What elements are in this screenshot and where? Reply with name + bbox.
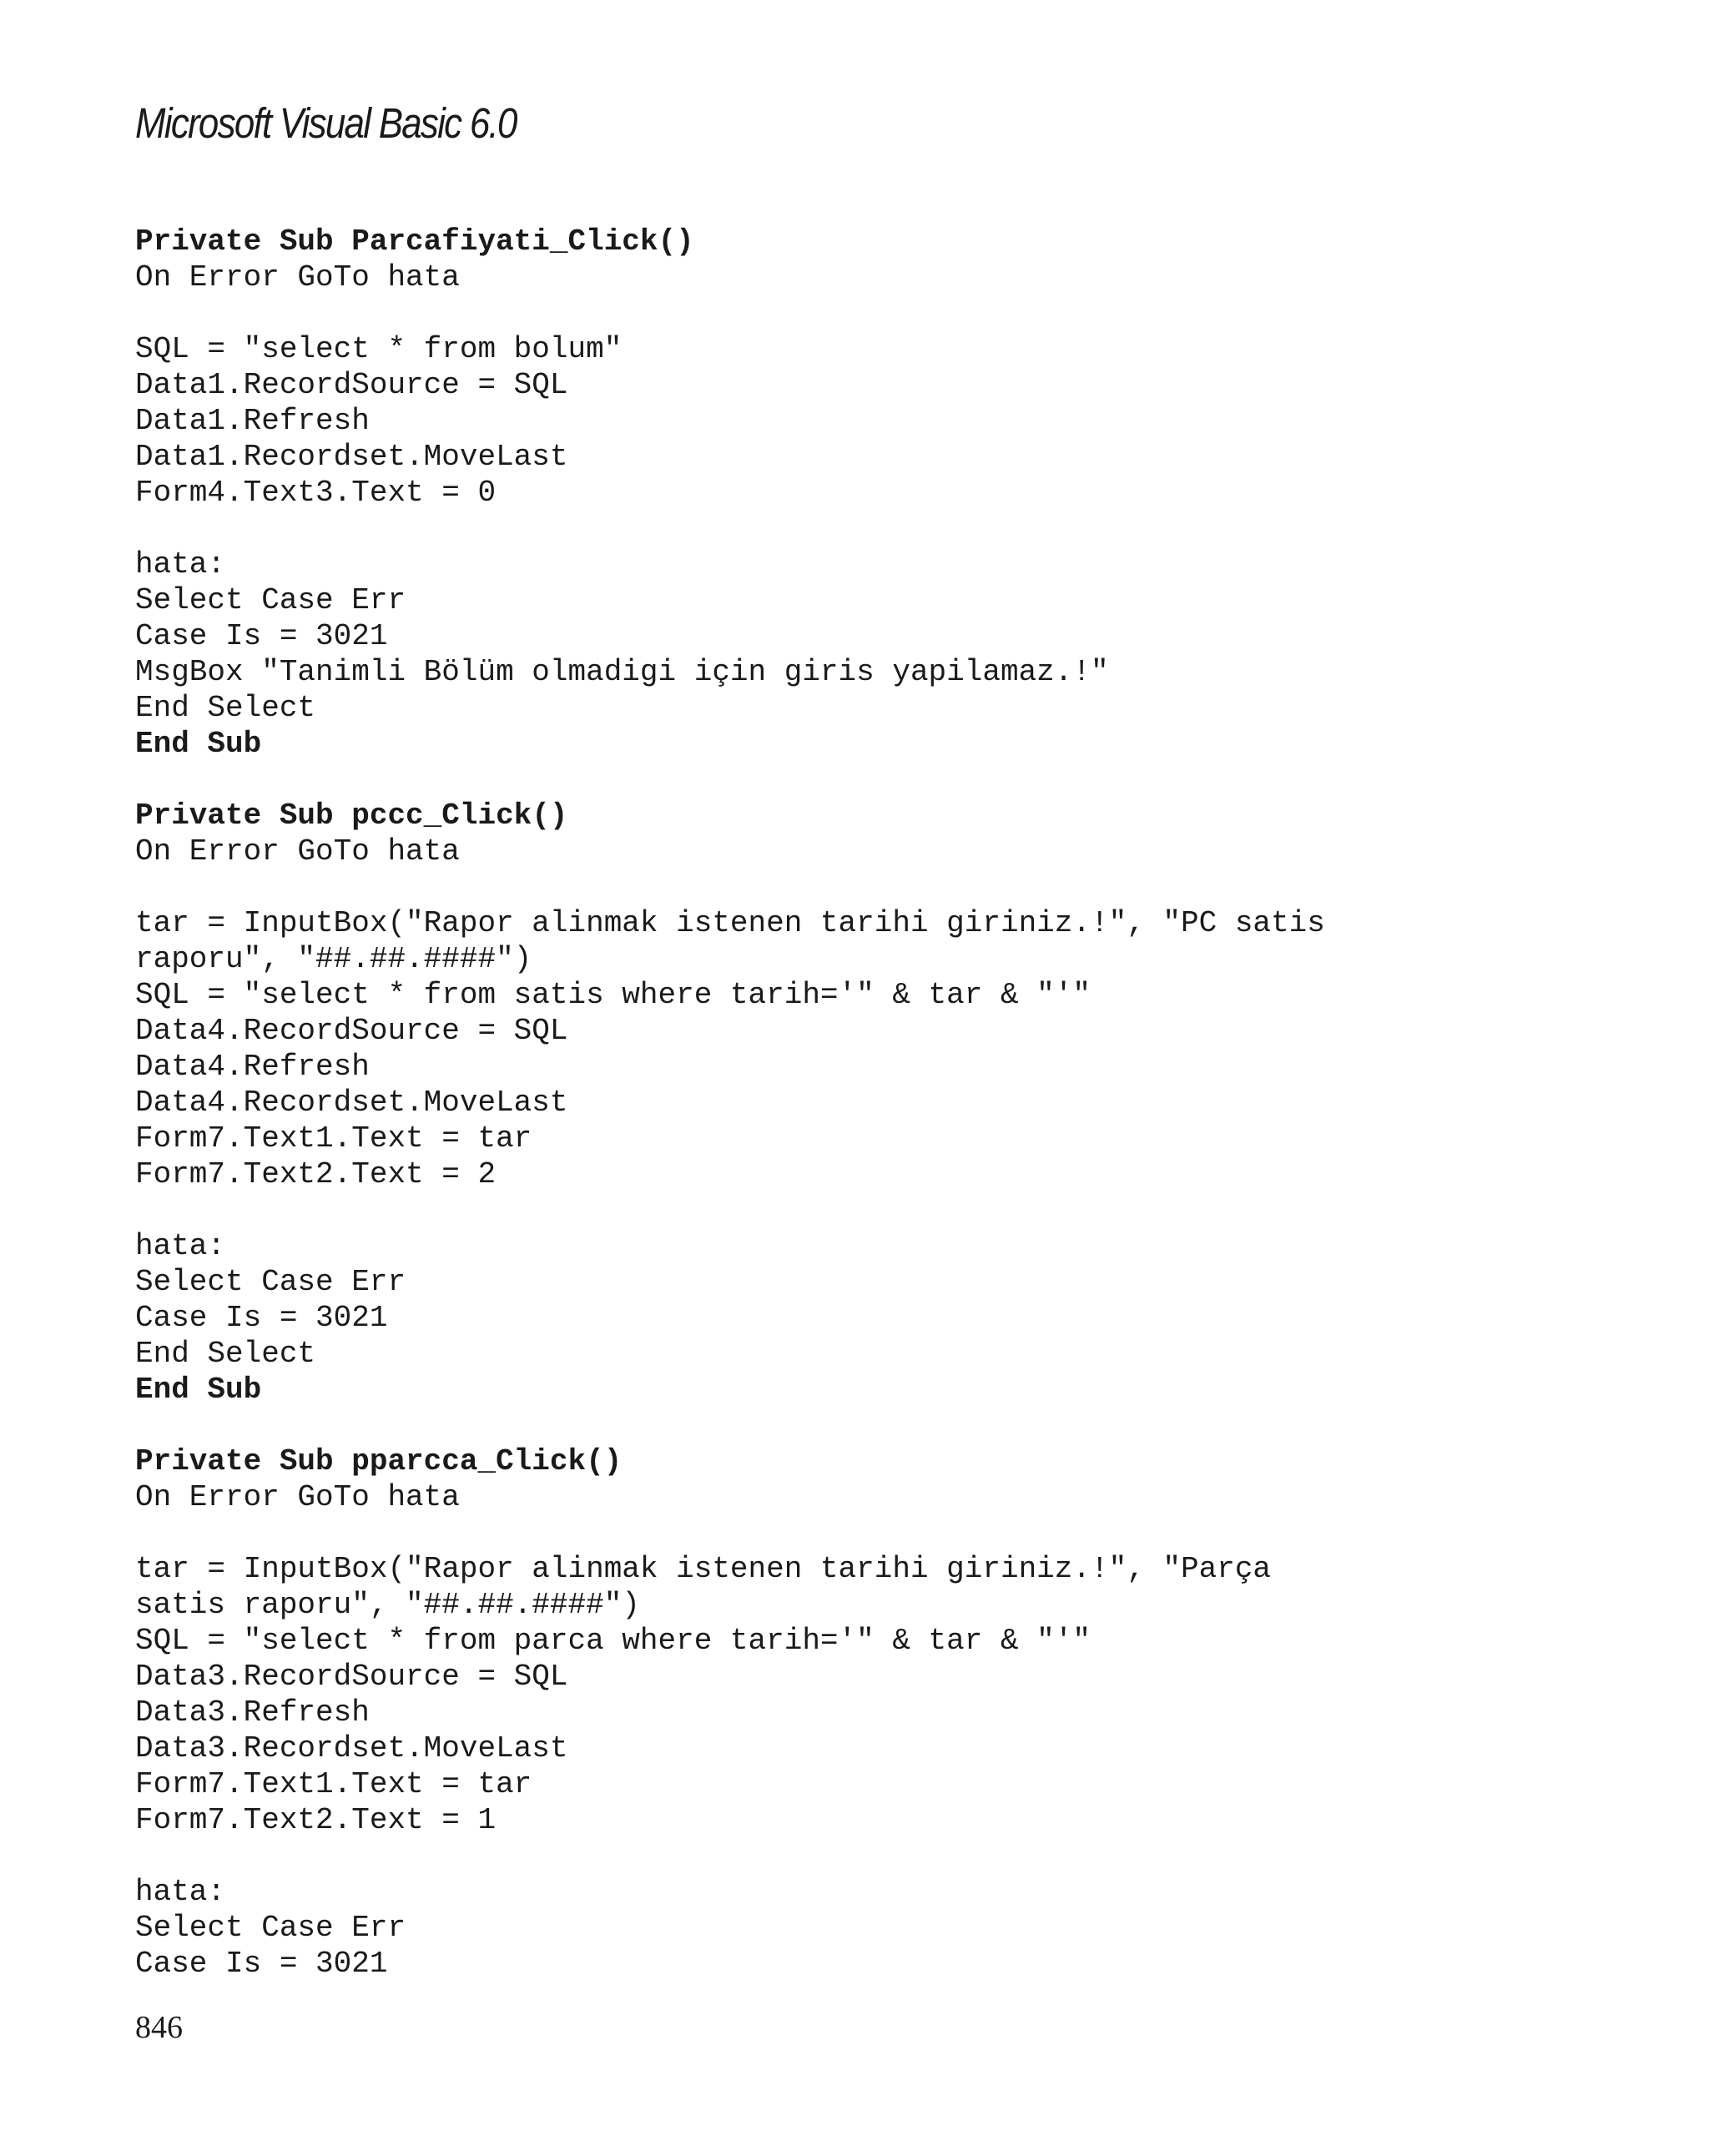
code-line: Form7.Text2.Text = 2 [135,1157,497,1191]
code-line: Form4.Text3.Text = 0 [135,476,497,510]
code-line-declaration: End Sub [135,1373,262,1407]
code-line: Data4.Recordset.MoveLast [135,1086,568,1120]
code-line: On Error GoTo hata [135,834,460,869]
page-number: 846 [135,2010,183,2045]
code-line: Data3.Recordset.MoveLast [135,1731,568,1766]
code-line [135,869,1654,905]
code-line-declaration: Private Sub pccc_Click() [135,798,568,833]
code-line: SQL = "select * from satis where tarih='" & tar & "'" [135,978,1091,1012]
code-line [135,511,1654,547]
code-line [135,1515,1654,1551]
code-line: Data1.Recordset.MoveLast [135,440,568,474]
code-line: Case Is = 3021 [135,1947,388,1981]
code-line-declaration: Private Sub pparcca_Click() [135,1444,623,1478]
code-line [135,762,1654,798]
code-line: MsgBox "Tanimli Bölüm olmadigi için giris yapilamaz.!" [135,655,1109,689]
page-header-title: Microsoft Visual Basic 6.0 [135,99,517,147]
code-line: satis raporu", "##.##.####") [135,1588,640,1622]
code-line: Data3.RecordSource = SQL [135,1660,568,1694]
code-line [135,295,1654,331]
code-line: Data4.RecordSource = SQL [135,1014,568,1048]
code-line: Select Case Err [135,1911,406,1945]
code-line: raporu", "##.##.####") [135,942,532,976]
code-line: Form7.Text1.Text = tar [135,1121,532,1156]
code-line: Case Is = 3021 [135,1301,388,1335]
code-line: hata: [135,1229,226,1263]
code-line [135,1192,1654,1228]
code-line: Data1.RecordSource = SQL [135,368,568,402]
code-line: Data3.Refresh [135,1695,370,1730]
code-line: tar = InputBox("Rapor alinmak istenen tarihi giriniz.!", "PC satis [135,906,1325,940]
code-line-declaration: Private Sub Parcafiyati_Click() [135,224,694,259]
code-line: hata: [135,547,226,582]
code-line: Form7.Text2.Text = 1 [135,1803,497,1837]
code-line: hata: [135,1875,226,1909]
code-line: On Error GoTo hata [135,260,460,295]
code-line-declaration: End Sub [135,727,262,761]
code-line: Case Is = 3021 [135,619,388,653]
code-line: End Select [135,1337,316,1371]
code-line: SQL = "select * from bolum" [135,332,623,366]
code-line [135,1838,1654,1874]
code-line [135,1408,1654,1443]
code-line: On Error GoTo hata [135,1480,460,1514]
code-line: Select Case Err [135,583,406,617]
code-line: Select Case Err [135,1265,406,1299]
code-line: Data4.Refresh [135,1050,370,1084]
code-line: End Select [135,691,316,725]
code-line: Data1.Refresh [135,404,370,438]
code-line: SQL = "select * from parca where tarih='" & tar & "'" [135,1624,1091,1658]
code-line: Form7.Text1.Text = tar [135,1767,532,1801]
code-listing [135,224,1654,1982]
code-line: tar = InputBox("Rapor alinmak istenen tarihi giriniz.!", "Parça [135,1552,1272,1586]
